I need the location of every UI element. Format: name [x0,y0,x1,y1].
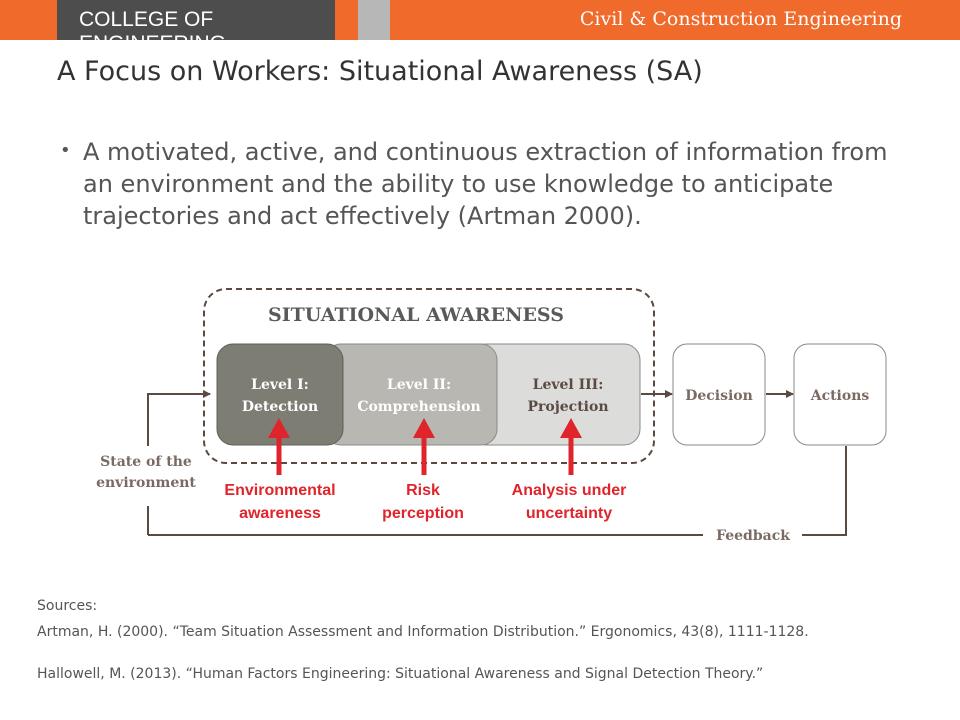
state-input-line [148,394,210,446]
annotation-1-line2: awareness [239,505,321,522]
annotation-3-line1: Analysis under [511,482,627,499]
source-ref-2: Hallowell, M. (2013). “Human Factors Engineering: Situational Awareness and Signal Detection Theory.” [37,666,764,682]
college-label: COLLEGE OF ENGINEERING [79,8,227,55]
slide-title: A Focus on Workers: Situational Awareness (SA) [57,56,703,87]
annotation-1-line1: Environmental [224,482,336,499]
level-3-name: Level III: [532,377,604,393]
department-label: Civil & Construction Engineering [579,8,902,30]
state-label-line1: State of the [100,454,192,470]
feedback-line-right [802,446,846,535]
level-2-name: Level II: [386,377,452,393]
level-1-name: Level I: [251,377,309,393]
state-label-line2: environment [96,475,196,491]
annotation-2-line1: Risk [406,482,440,499]
level-3-sub: Projection [527,399,609,415]
sa-group-label: SITUATIONAL AWARENESS [268,304,564,326]
level-2-sub: Comprehension [357,399,481,415]
source-ref-1: Artman, H. (2000). “Team Situation Assessment and Information Distribution.” Ergonomics, 43(8), 1111-1128. [37,624,809,640]
level-1-sub: Detection [241,399,319,415]
bullet-dot-icon: • [60,140,71,161]
bullet-text: A motivated, active, and continuous extraction of information from an environment and the ability to use knowledge to anticipate trajectories and act effectively (Artman 2000). [83,138,888,230]
feedback-label: Feedback [716,528,790,544]
level-2-box [325,344,497,445]
annotation-3-line2: uncertainty [525,505,613,522]
annotation-2-line2: perception [382,505,464,522]
decision-label: Decision [685,388,753,404]
actions-label: Actions [810,388,870,404]
sources-heading: Sources: [37,598,98,614]
